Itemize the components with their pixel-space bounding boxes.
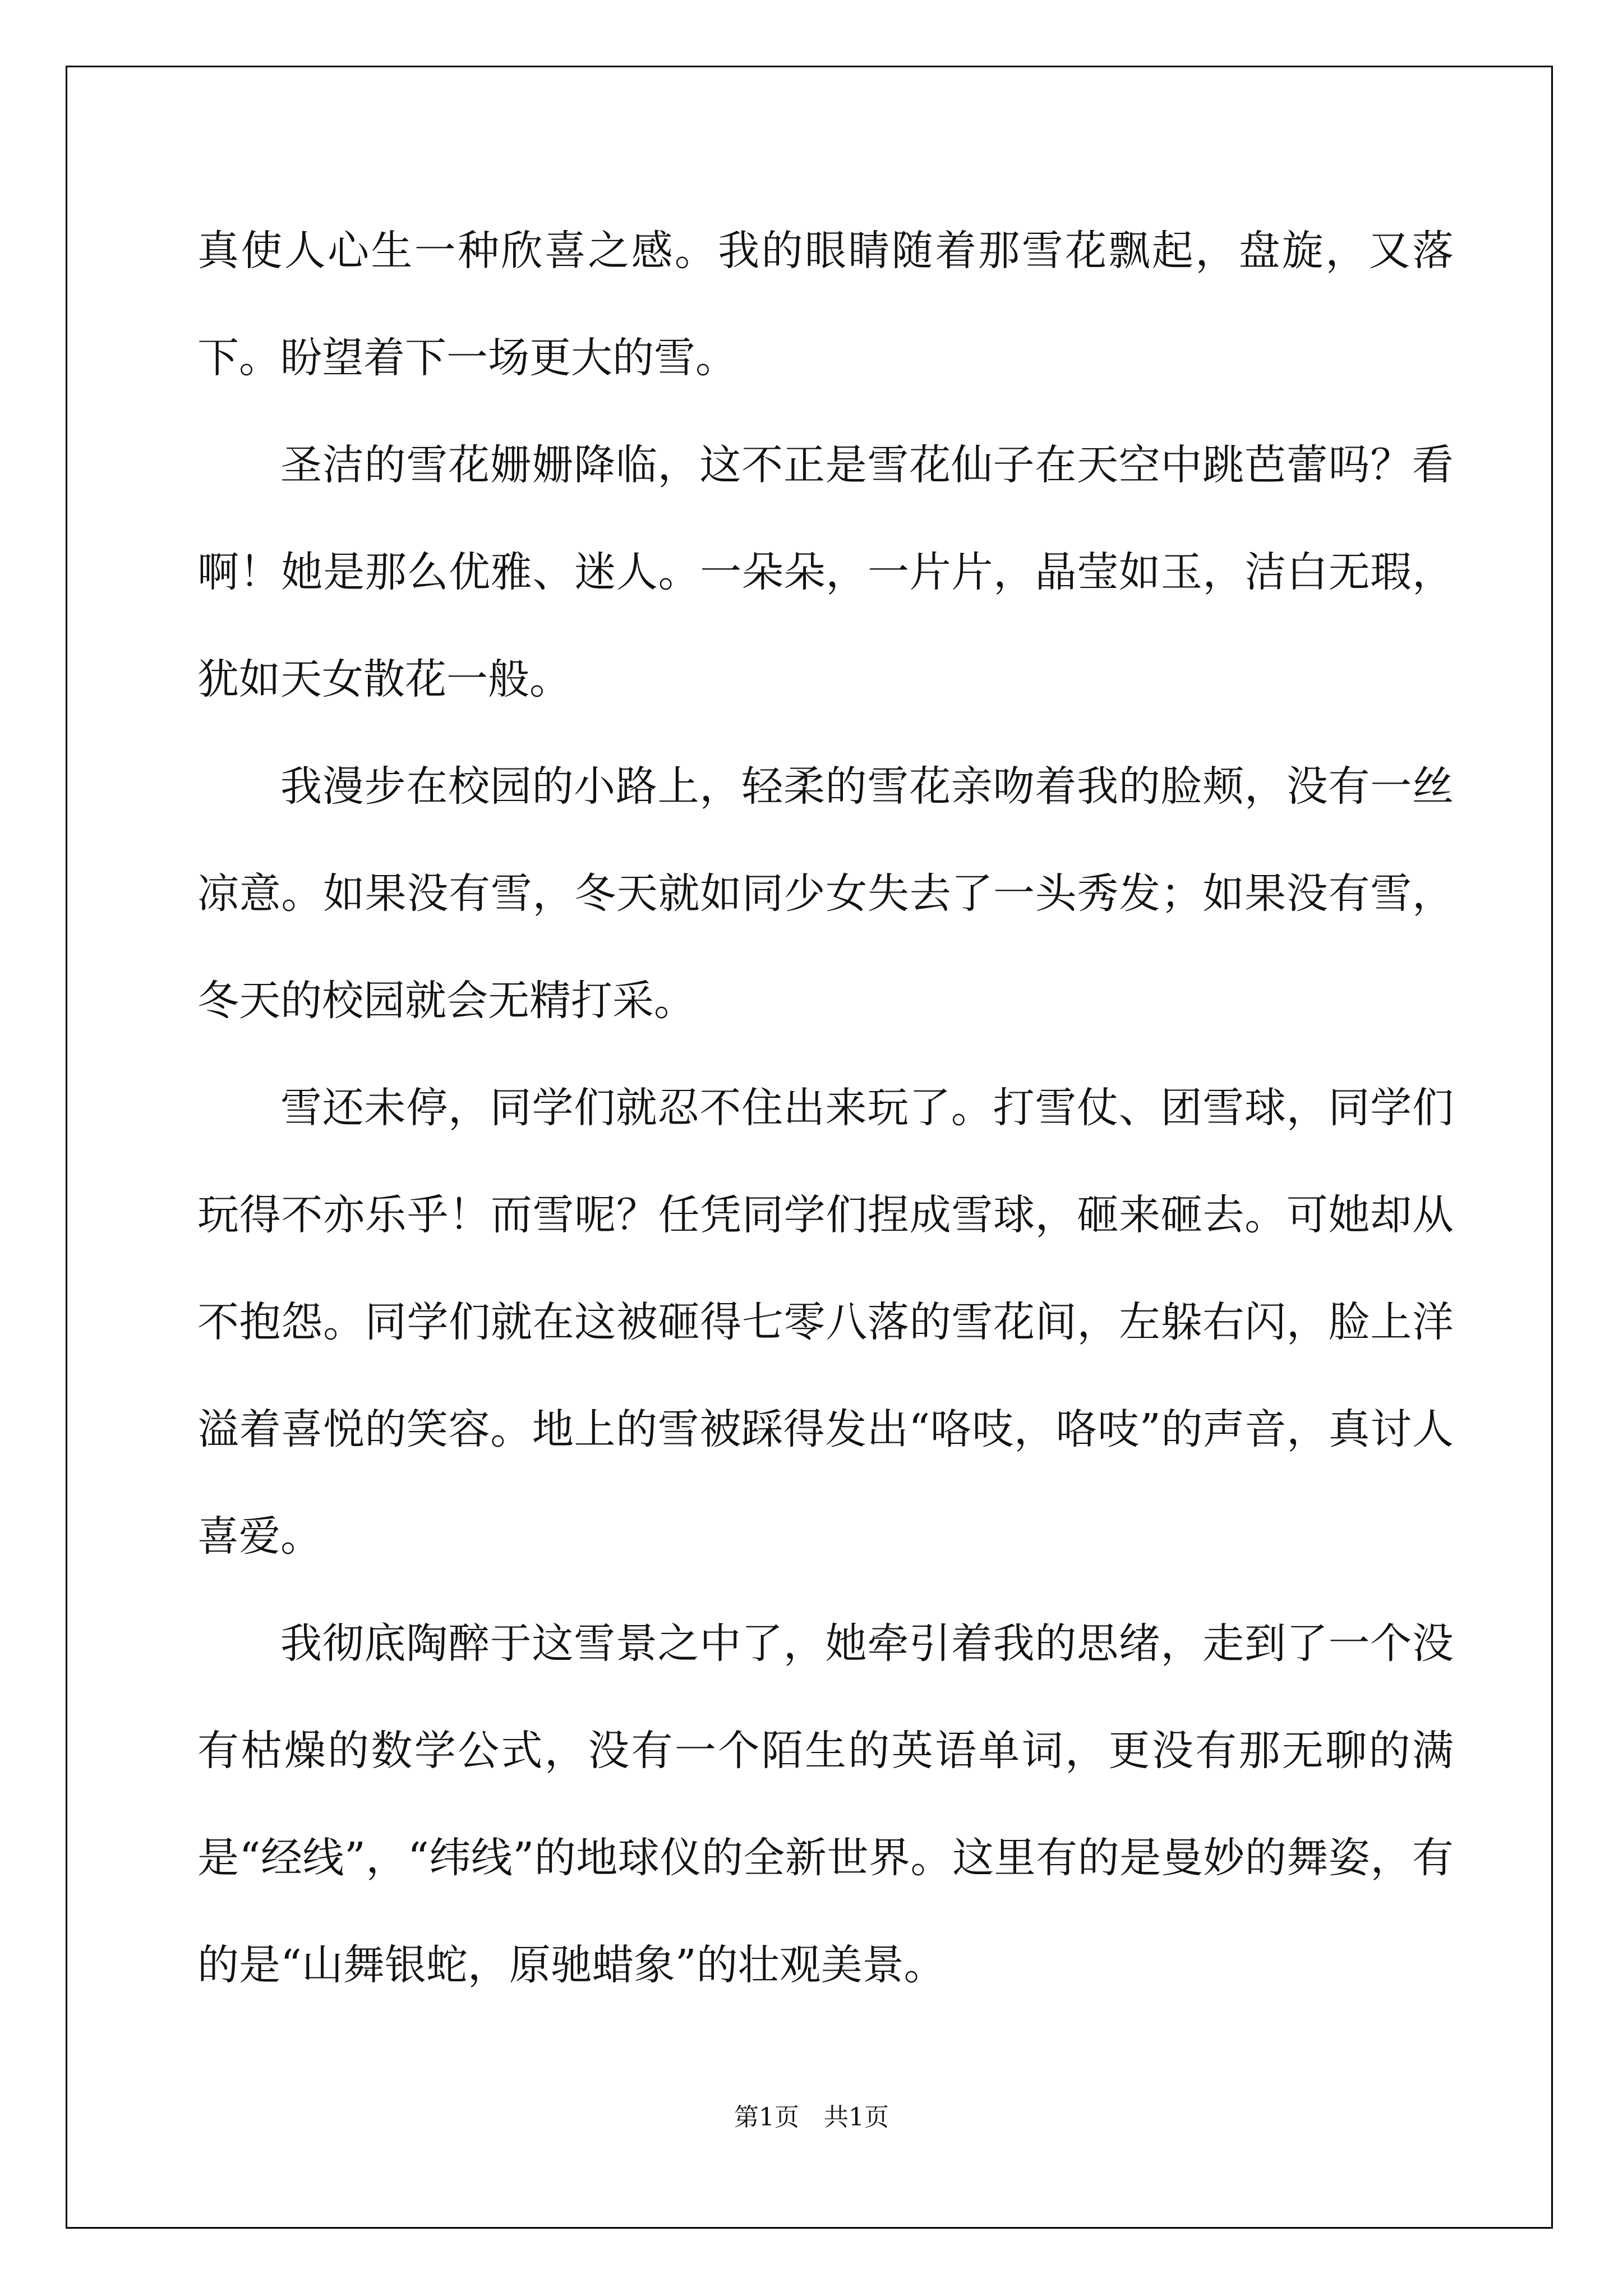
paragraph-2: 圣洁的雪花姗姗降临，这不正是雪花仙子在天空中跳芭蕾吗？看啊！她是那么优雅、迷人。一朵朵，一片片，晶莹如玉，洁白无瑕，犹如天女散花一般。	[197, 441, 1454, 703]
page-total: 共1页	[824, 2103, 889, 2132]
page-footer	[0, 2101, 1623, 2134]
paragraph-4: 雪还未停，同学们就忍不住出来玩了。打雪仗、团雪球，同学们玩得不亦乐乎！而雪呢？任凭同学们捏成雪球，砸来砸去。可她却从不抱怨。同学们就在这被砸得七零八落的雪花间，左躲右闪，脸上洋溢着喜悦的笑容。地上的雪被踩得发出“咯吱，咯吱”的声音，真讨人喜爱。	[197, 1084, 1454, 1561]
paragraph-1: 真使人心生一种欣喜之感。我的眼睛随着那雪花飘起，盘旋，又落下。盼望着下一场更大的雪。	[197, 227, 1454, 382]
paragraph-5: 我彻底陶醉于这雪景之中了，她牵引着我的思绪，走到了一个没有枯燥的数学公式，没有一个陌生的英语单词，更没有那无聊的满是“经线”，“纬线”的地球仪的全新世界。这里有的是曼妙的舞姿，有的是“山舞银蛇，原驰蜡象”的壮观美景。	[197, 1619, 1454, 1989]
paragraph-3: 我漫步在校园的小路上，轻柔的雪花亲吻着我的脸颊，没有一丝凉意。如果没有雪，冬天就如同少女失去了一头秀发；如果没有雪，冬天的校园就会无精打采。	[197, 762, 1454, 1025]
document-body	[197, 197, 1454, 2019]
page-number: 第1页	[734, 2103, 799, 2132]
